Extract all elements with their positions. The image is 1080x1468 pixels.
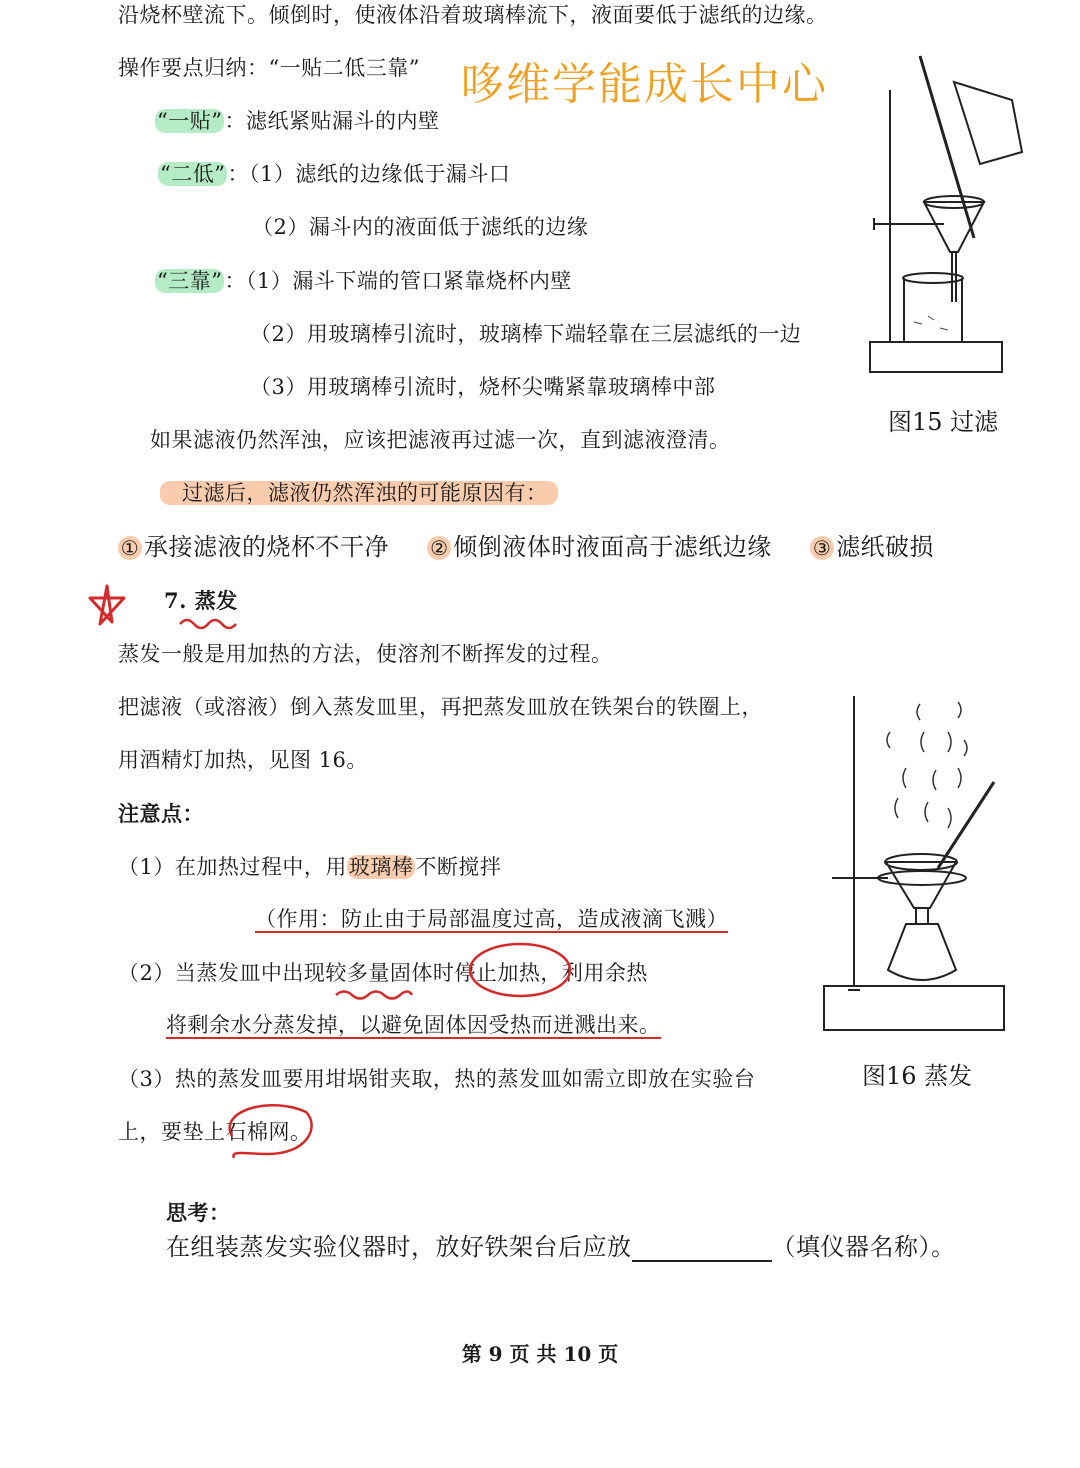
reason-2: 倾倒液体时液面高于滤纸边缘 (453, 533, 772, 561)
erdi-text-1: ：（1）滤纸的边缘低于漏斗口 (227, 162, 511, 186)
sankao-text-1: ：（1）漏斗下端的管口紧靠烧杯内壁 (224, 269, 572, 293)
reason-3-number: ③ (810, 536, 834, 560)
funnel (924, 202, 984, 252)
note-1-effect (255, 906, 728, 932)
reasons-title-text: 过滤后，滤液仍然浑浊的可能原因有： (160, 481, 558, 505)
evaporation-apparatus-figure (818, 690, 1010, 1040)
answer-blank[interactable] (632, 1236, 772, 1262)
notes-title: 注意点： (118, 801, 204, 826)
evaporation-method-2: 用酒精灯加热，见图 16。 (118, 748, 368, 772)
red-circle-stop-heating (466, 940, 574, 1000)
yitie-line (155, 108, 439, 134)
note-1 (118, 854, 501, 880)
beaker (904, 278, 962, 342)
note-3-b: 上，要垫上石棉网。 (118, 1120, 312, 1144)
red-circle-asbestos-net (212, 1096, 318, 1162)
note-3-a: （3）热的蒸发皿要用坩埚钳夹取，热的蒸发皿如需立即放在实验台 (118, 1067, 756, 1091)
figure-15-caption: 图15 过滤 (888, 408, 999, 436)
alcohol-lamp (888, 924, 956, 980)
sankao-line-3: （3）用玻璃棒引流时，烧杯尖嘴紧靠玻璃棒中部 (250, 375, 716, 399)
note-1-a: （1）在加热过程中，用 (118, 855, 347, 879)
note-2-a: （2）当蒸发皿中出现较多量固体时停止加热，利用余热 (118, 961, 648, 985)
reasons-title (160, 480, 558, 506)
red-wavy-underline-solids (334, 988, 414, 1002)
watermark: 哆维学能成长中心 (460, 59, 828, 110)
reason-3: 滤纸破损 (836, 533, 935, 561)
yitie-text: ：滤纸紧贴漏斗的内壁 (224, 109, 440, 133)
evaporation-definition: 蒸发一般是用加热的方法，使溶剂不断挥发的过程。 (118, 642, 613, 666)
stand-base (870, 342, 1002, 372)
erdi-tag: “二低” (160, 162, 226, 186)
page-footer: 第 9 页 共 10 页 (461, 1342, 619, 1366)
stand-base (824, 986, 1004, 1030)
iron-ring (878, 871, 966, 885)
yitie-tag: “一贴” (157, 109, 223, 133)
erdi-line-2: （2）漏斗内的液面低于滤纸的边缘 (252, 215, 589, 239)
think-question-a: 在组装蒸发实验仪器时，放好铁架台后应放 (166, 1233, 632, 1261)
reasons-line (118, 532, 934, 562)
note-1-effect-text: （作用：防止由于局部温度过高，造成液滴飞溅） (255, 907, 728, 931)
turbid-note: 如果滤液仍然浑浊，应该把滤液再过滤一次，直到滤液澄清。 (150, 428, 731, 452)
erdi-line-1 (158, 161, 510, 187)
figure-16-caption: 图16 蒸发 (862, 1062, 973, 1090)
sankao-line-2: （2）用玻璃棒引流时，玻璃棒下端轻靠在三层滤纸的一边 (250, 322, 802, 346)
glass-rod (938, 782, 994, 868)
section-7-title: 7. 蒸发 (164, 588, 238, 613)
filtration-apparatus-figure (862, 52, 1032, 382)
sankao-tag: “三靠” (157, 269, 223, 293)
summary-label: 操作要点归纳：“一贴二低三靠” (118, 56, 420, 80)
pouring-beaker (954, 82, 1022, 164)
reason-1-number: ① (118, 536, 142, 560)
note-2-b (166, 1012, 661, 1038)
reason-2-number: ② (427, 536, 451, 560)
think-title: 思考： (166, 1200, 231, 1225)
note-1-glass-rod: 玻璃棒 (348, 855, 414, 879)
note-2-b-text: 将剩余水分蒸发掉，以避免固体因受热而迸溅出来。 (166, 1013, 661, 1037)
steam-lines (887, 702, 967, 828)
red-star-mark (84, 582, 130, 628)
think-question-b: （填仪器名称）。 (771, 1233, 956, 1261)
note-1-b: 不断搅拌 (415, 855, 502, 879)
red-wavy-underline (178, 616, 238, 630)
think-question (166, 1232, 956, 1262)
sankao-line-1 (155, 268, 572, 294)
reason-1: 承接滤液的烧杯不干净 (144, 533, 389, 561)
top-cut-line: 沿烧杯壁流下。倾倒时，使液体沿着玻璃棒流下，液面要低于滤纸的边缘。 (118, 3, 828, 27)
evaporation-method-1: 把滤液（或溶液）倒入蒸发皿里，再把蒸发皿放在铁架台的铁圈上， (118, 695, 763, 719)
